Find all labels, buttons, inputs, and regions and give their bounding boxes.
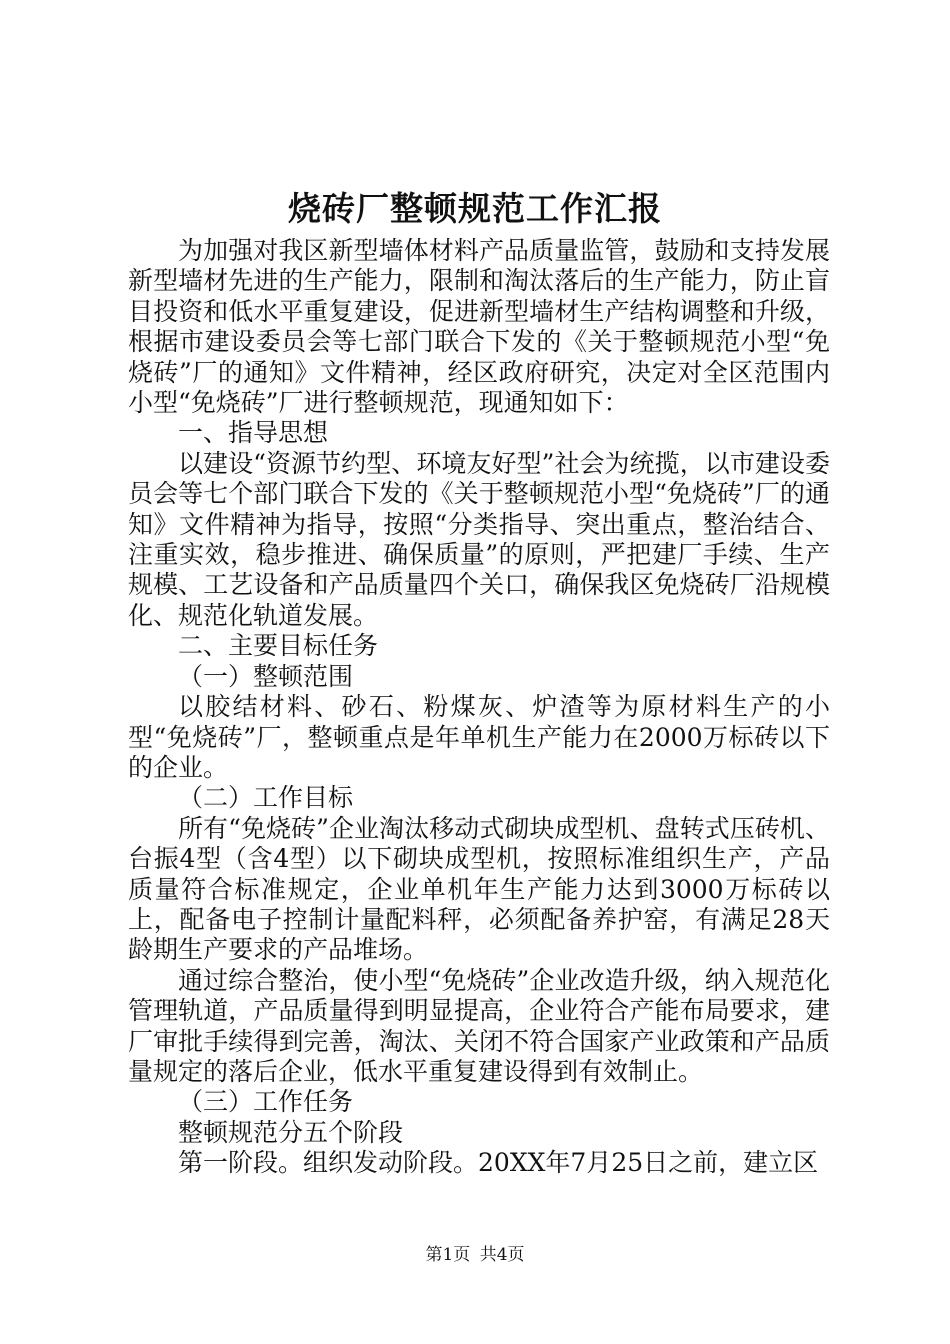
- heading-main-tasks: 二、主要目标任务: [178, 631, 379, 661]
- document-body: [128, 236, 830, 1179]
- paragraph-intro: 为加强对我区新型墙体材料产品质量监管，鼓励和支持发展新型墙材先进的生产能力，限制和淘汰落后的生产能力，防止盲目投资和低水平重复建设，促进新型墙材生产结构调整和升级，根据市建设委员会等七部门联合下发的《关于整顿规范小型“免烧砖”厂的通知》文件精神，经区政府研究，决定对全区范围内小型“免烧砖”厂进行整顿规范，现通知如下：: [128, 236, 830, 418]
- subheading-tasks: （三）工作任务: [178, 1087, 354, 1117]
- document-title: 烧砖厂整顿规范工作汇报: [288, 189, 662, 228]
- paragraph-stage-one: 第一阶段。组织发动阶段。20XX年7月25日之前，建立区: [178, 1148, 819, 1178]
- paragraph-scope: 以胶结材料、砂石、粉煤灰、炉渣等为原材料生产的小型“免烧砖”厂，整顿重点是年单机生产能力在2000万标砖以下的企业。: [128, 692, 830, 782]
- paragraph-goals: 所有“免烧砖”企业淘汰移动式砌块成型机、盘转式压砖机、台振4型（含4型）以下砌块成型机，按照标准组织生产，产品质量符合标准规定，企业单机年生产能力达到3000万标砖以上，配备电子控制计量配料秤，必须配备养护窑，有满足28天龄期生产要求的产品堆场。: [128, 813, 830, 965]
- subheading-goals: （二）工作目标: [178, 783, 354, 813]
- page-footer: [0, 1244, 950, 1266]
- page-number: 第1页: [425, 1245, 471, 1265]
- subheading-scope: （一）整顿范围: [178, 661, 354, 691]
- page-total: 共4页: [479, 1245, 525, 1265]
- paragraph-stages: 整顿规范分五个阶段: [178, 1117, 404, 1147]
- paragraph-goals-2: 通过综合整治，使小型“免烧砖”企业改造升级，纳入规范化管理轨道，产品质量得到明显提高，企业符合产能布局要求，建厂审批手续得到完善，淘汰、关闭不符合国家产业政策和产品质量规定的落后企业，低水平重复建设得到有效制止。: [128, 965, 830, 1086]
- heading-guiding-ideology: 一、指导思想: [178, 418, 329, 448]
- paragraph-guiding-ideology: 以建设“资源节约型、环境友好型”社会为统揽，以市建设委员会等七个部门联合下发的《关于整顿规范小型“免烧砖”厂的通知》文件精神为指导，按照“分类指导、突出重点，整治结合、注重实效，稳步推进、确保质量”的原则，严把建厂手续、生产规模、工艺设备和产品质量四个关口，确保我区免烧砖厂沿规模化、规范化轨道发展。: [128, 448, 830, 630]
